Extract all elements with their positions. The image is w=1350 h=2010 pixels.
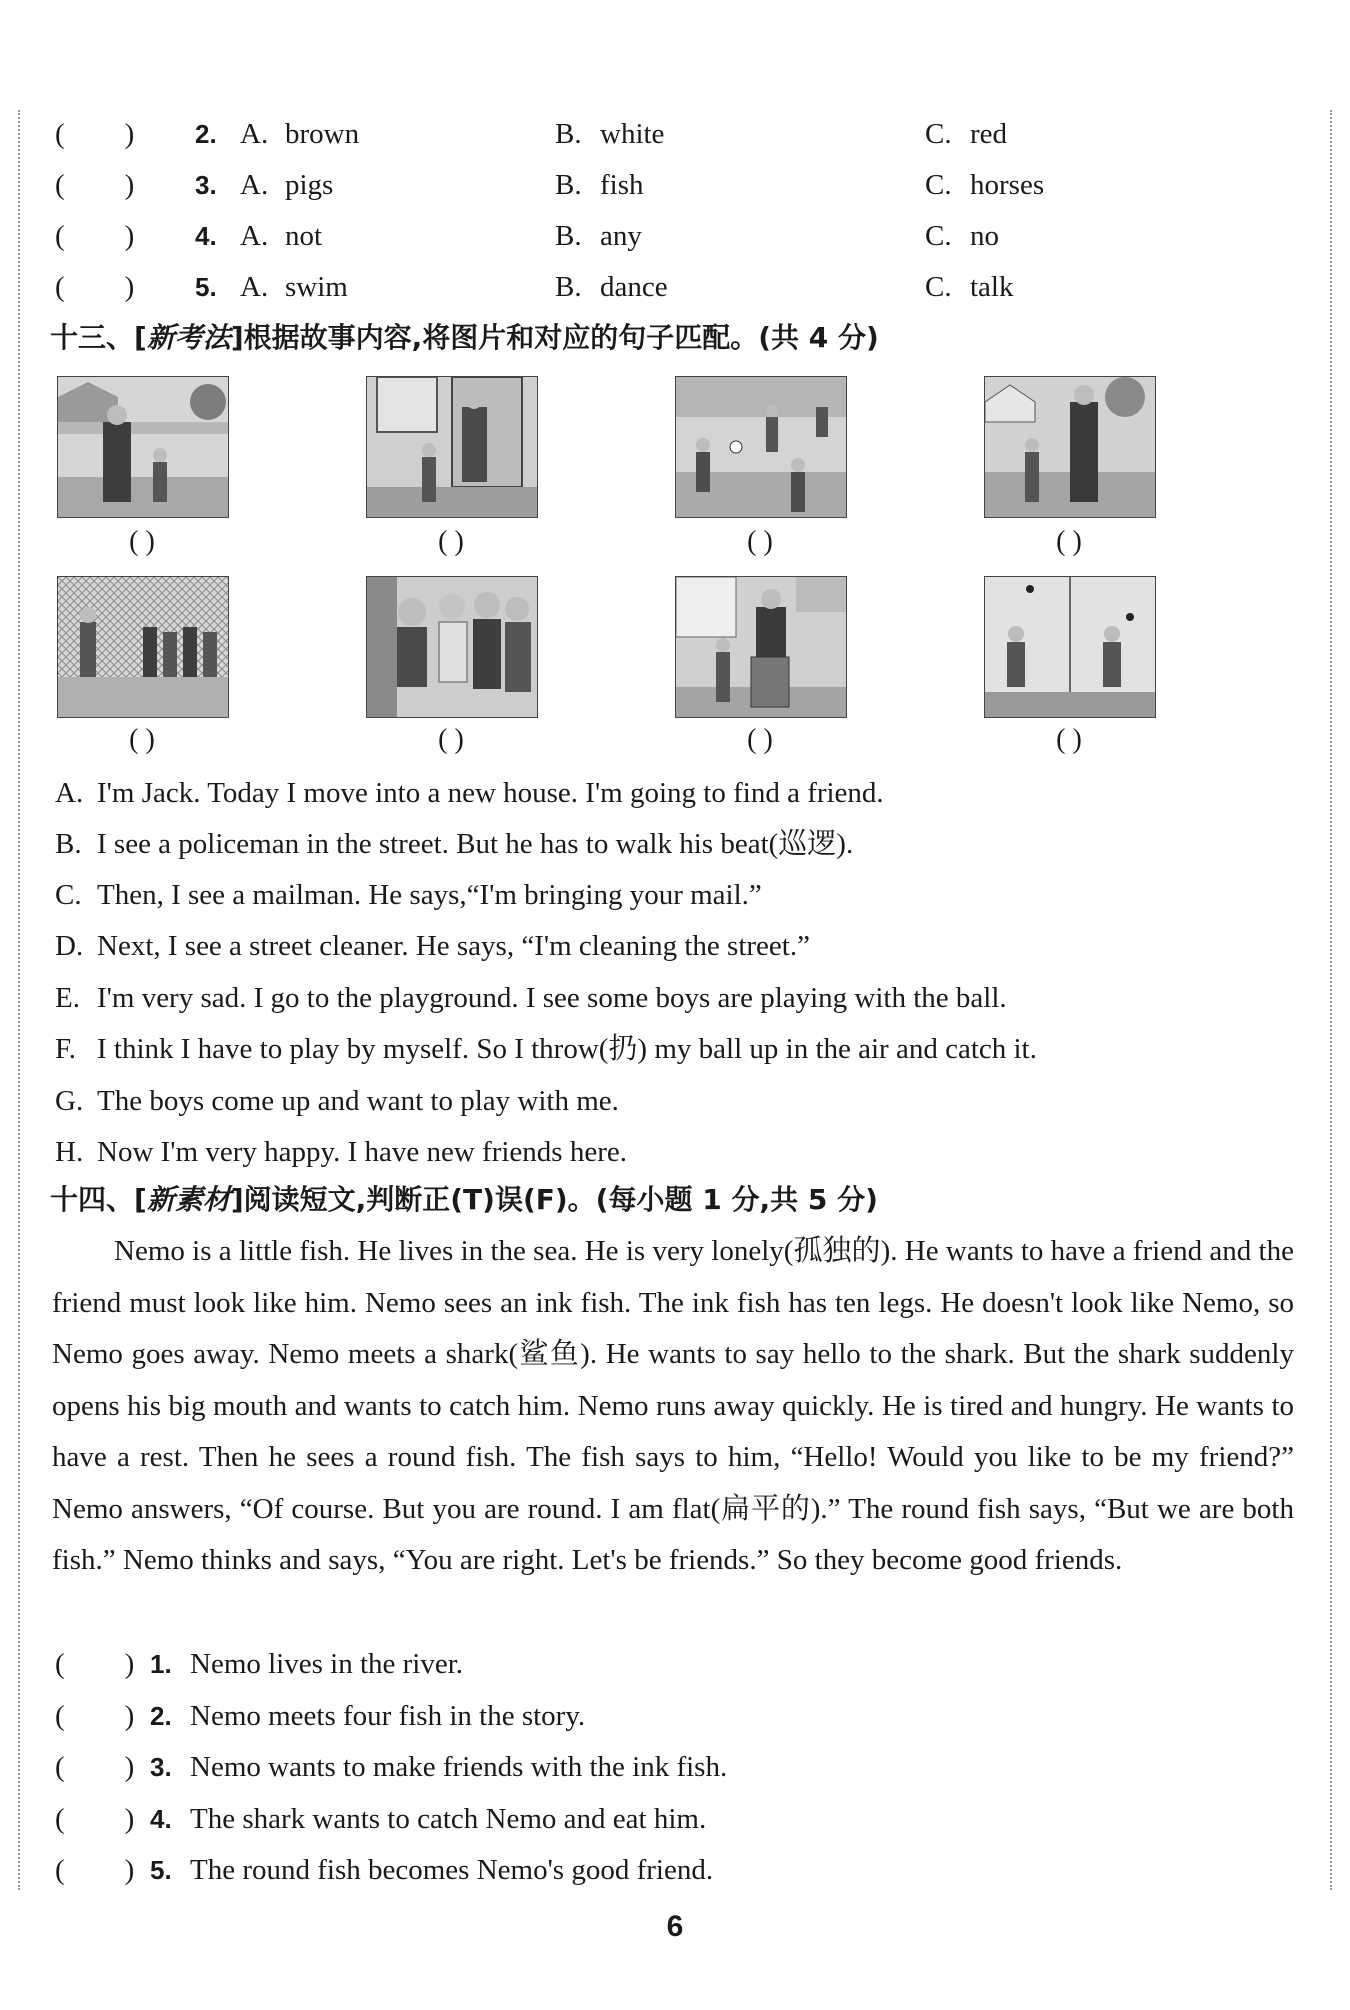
option-letter: A. [240,169,269,201]
option-text: white [600,118,665,150]
option-b [555,267,668,307]
boys-making-friends-illustration [367,577,537,717]
left-dotted-margin [18,110,20,1890]
sentence-text: I'm Jack. Today I move into a new house. I'm going to find a friend. [97,777,884,809]
sentence-letter: G. [55,1085,84,1117]
true-false-question [55,1747,728,1787]
picture-answer-blank[interactable]: ( ) [438,724,464,755]
question-text: Nemo lives in the river. [190,1648,464,1680]
section-instruction: ]阅读短文,判断正(T)误(F)。(每小题 1 分,共 5 分) [230,1183,878,1216]
answer-blank[interactable]: ( ) [55,1803,135,1835]
option-letter: C. [925,169,952,201]
option-letter: B. [555,118,582,150]
sad-boy-by-fence-illustration [58,577,228,717]
story-sentence [55,926,810,966]
picture-answer-blank[interactable]: ( ) [438,526,464,557]
story-picture [57,576,229,718]
answer-blank[interactable]: ( ) [55,118,135,150]
picture-answer-blank[interactable]: ( ) [129,724,155,755]
story-sentence [55,1029,1037,1069]
story-sentence [55,824,853,864]
option-letter: B. [555,271,582,303]
sentence-letter: C. [55,879,82,911]
story-picture [675,576,847,718]
answer-blank[interactable]: ( ) [55,1648,135,1680]
question-number: 1. [150,1649,172,1679]
option-text: red [970,118,1008,150]
option-a [195,114,359,154]
picture-answer-blank[interactable]: ( ) [747,526,773,557]
option-c [925,216,999,256]
street-cleaner-illustration [985,377,1155,517]
story-sentence [55,978,1007,1018]
true-false-question [55,1850,714,1890]
section-number: 十三、[ [50,321,147,354]
sentence-text: Now I'm very happy. I have new friends here. [97,1136,627,1168]
sentence-letter: E. [55,982,80,1014]
option-c [925,165,1044,205]
boys-playing-ball-illustration [676,377,846,517]
question-number: 4. [195,221,217,251]
true-false-question [55,1696,586,1736]
option-text: swim [285,271,348,303]
choice-question [55,267,1014,307]
sentence-text: I'm very sad. I go to the playground. I see some boys are playing with the ball. [97,982,1007,1014]
sentence-text: The boys come up and want to play with me. [97,1085,619,1117]
reading-passage: Nemo is a little fish. He lives in the sea. He is very lonely(孤独的). He wants to have a friend and the friend must look like him. Nemo sees an ink fish. The ink fish has ten legs. He doesn't look like Nemo, so Nemo goes away. Nemo meets a shark(鲨鱼). He wants to say hello to the shark. But the shark suddenly opens his big mouth and wants to catch him. Nemo runs away quickly. He is tired and hungry. He wants to have a rest. Then he sees a round fish. The fish says to him, “Hello! Would you like to be my friend?” Nemo answers, “Of course. But you are round. I am flat(扁平的).” The round fish says, “But we are both fish.” Nemo thinks and says, “You are right. Let's be friends.” So they become good friends. [52,1235,1294,1576]
option-text: no [970,220,999,252]
sentence-text: I see a policeman in the street. But he has to walk his beat(巡逻). [97,828,854,860]
sentence-text: Next, I see a street cleaner. He says, “I'm cleaning the street.” [97,930,810,962]
option-text: not [285,220,323,252]
answer-blank[interactable]: ( ) [55,1700,135,1732]
question-text: The shark wants to catch Nemo and eat him. [190,1803,707,1835]
option-letter: A. [240,220,269,252]
picture-answer-blank[interactable]: ( ) [1056,526,1082,557]
option-text: talk [970,271,1014,303]
question-number: 4. [150,1804,172,1834]
option-b [555,114,664,154]
picture-answer-blank[interactable]: ( ) [747,724,773,755]
choice-question [55,165,1045,205]
option-text: any [600,220,642,252]
section-tag: 新考法 [146,321,231,354]
option-b [555,165,644,205]
true-false-question [55,1799,707,1839]
section-13-heading [50,318,879,358]
option-letter: B. [555,169,582,201]
policeman-and-boy-illustration [58,377,228,517]
mailman-at-door-illustration [367,377,537,517]
option-c [925,114,1007,154]
page-number: 6 [666,1910,684,1943]
question-number: 3. [195,170,217,200]
true-false-question [55,1644,464,1684]
picture-answer-blank[interactable]: ( ) [1056,724,1082,755]
option-letter: C. [925,118,952,150]
sentence-letter: A. [55,777,84,809]
question-text: The round fish becomes Nemo's good friend. [190,1854,714,1886]
answer-blank[interactable]: ( ) [55,1854,135,1886]
option-a [195,216,322,256]
picture-answer-blank[interactable]: ( ) [129,526,155,557]
story-picture [366,576,538,718]
section-14-heading [50,1180,878,1220]
sentence-letter: B. [55,828,82,860]
story-sentence [55,1132,627,1172]
question-text: Nemo meets four fish in the story. [190,1700,586,1732]
answer-blank[interactable]: ( ) [55,1751,135,1783]
sentence-letter: D. [55,930,84,962]
option-letter: C. [925,220,952,252]
question-number: 2. [150,1701,172,1731]
sentence-text: I think I have to play by myself. So I throw(扔) my ball up in the air and catch it. [97,1033,1037,1065]
choice-question [55,216,999,256]
sentence-letter: H. [55,1136,84,1168]
sentence-letter: F. [55,1033,77,1065]
story-sentence [55,875,762,915]
option-text: horses [970,169,1045,201]
section-instruction: ]根据故事内容,将图片和对应的句子匹配。(共 4 分) [230,321,879,354]
story-picture [675,376,847,518]
option-letter: C. [925,271,952,303]
story-picture [984,576,1156,718]
cleaner-with-trash-bin-illustration [676,577,846,717]
answer-blank[interactable]: ( ) [55,271,135,303]
question-number: 3. [150,1752,172,1782]
story-picture [984,376,1156,518]
option-letter: B. [555,220,582,252]
question-number: 2. [195,119,217,149]
story-picture [57,376,229,518]
question-number: 5. [150,1855,172,1885]
option-letter: A. [240,271,269,303]
answer-blank[interactable]: ( ) [55,169,135,201]
question-number: 5. [195,272,217,302]
option-c [925,267,1014,307]
option-text: brown [285,118,360,150]
question-text: Nemo wants to make friends with the ink fish. [190,1751,728,1783]
option-text: pigs [285,169,334,201]
option-letter: A. [240,118,269,150]
option-text: dance [600,271,668,303]
right-dotted-margin [1330,110,1332,1890]
answer-blank[interactable]: ( ) [55,220,135,252]
option-a [195,165,333,205]
boy-throwing-ball-illustration [985,577,1155,717]
option-text: fish [600,169,644,201]
story-picture [366,376,538,518]
section-number: 十四、[ [50,1183,147,1216]
story-sentence [55,1081,619,1121]
story-sentence [55,773,884,813]
section-tag: 新素材 [146,1183,231,1216]
sentence-text: Then, I see a mailman. He says,“I'm bringing your mail.” [97,879,762,911]
option-a [195,267,348,307]
choice-question [55,114,1008,154]
option-b [555,216,642,256]
